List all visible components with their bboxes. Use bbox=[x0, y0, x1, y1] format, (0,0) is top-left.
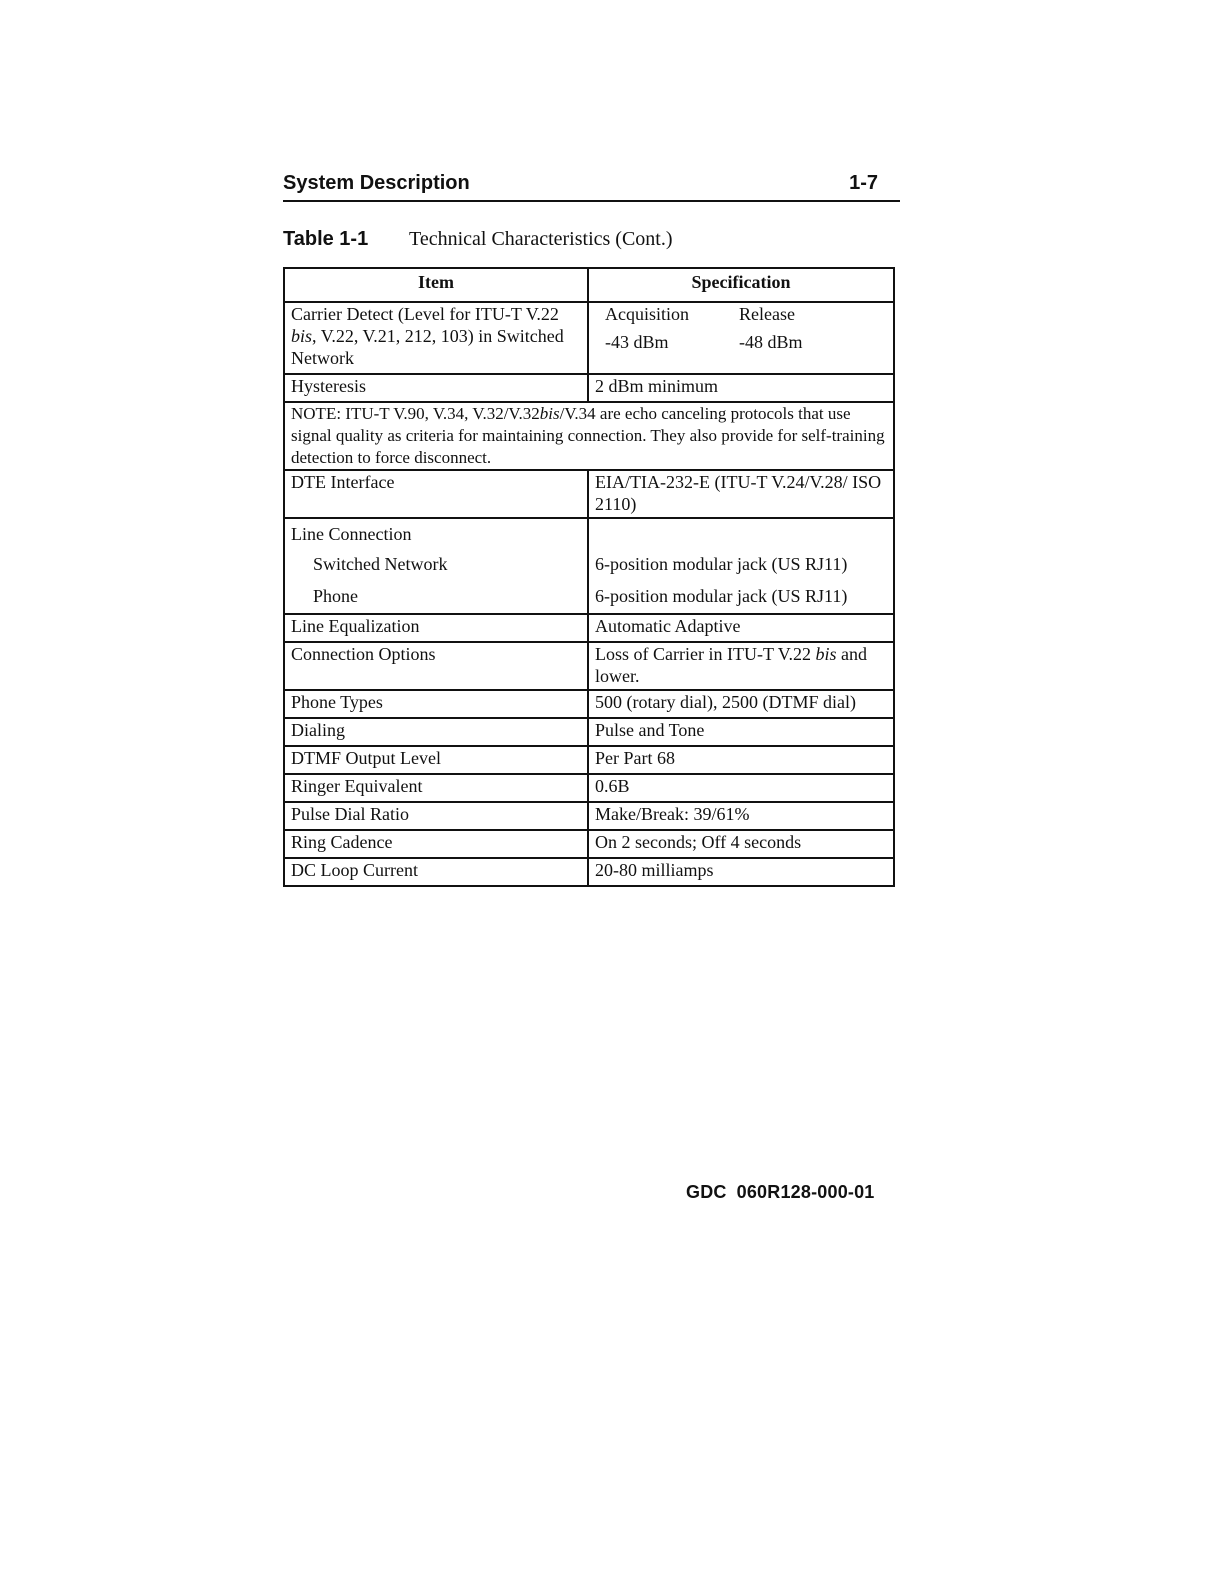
item-cell: DTE Interface bbox=[284, 470, 588, 518]
table-row bbox=[284, 642, 894, 690]
spec-cell: 500 (rotary dial), 2500 (DTMF dial) bbox=[588, 690, 894, 718]
note-cell: NOTE: ITU-T V.90, V.34, V.32/V.32bis/V.34 are echo canceling protocols that use signal quality as criteria for maintaining connection. They also provide for self-training detection to force disconnect. bbox=[284, 402, 894, 470]
release-value: -48 dBm bbox=[739, 332, 803, 352]
item-cell: DC Loop Current bbox=[284, 858, 588, 886]
item-cell: DTMF Output Level bbox=[284, 746, 588, 774]
table-row bbox=[284, 858, 894, 886]
table-caption bbox=[283, 228, 673, 251]
phone-label: Phone bbox=[313, 586, 358, 606]
table-row bbox=[284, 746, 894, 774]
table-header-row bbox=[284, 268, 894, 302]
switched-network-spec: 6-position modular jack (US RJ11) bbox=[595, 554, 848, 574]
spec-cell: 20-80 milliamps bbox=[588, 858, 894, 886]
table-label: Table 1-1 bbox=[283, 228, 369, 250]
page-header bbox=[283, 172, 900, 202]
section-title: System Description bbox=[283, 172, 470, 194]
spec-cell: Loss of Carrier in ITU-T V.22 bis and lower. bbox=[588, 642, 894, 690]
item-cell: Connection Options bbox=[284, 642, 588, 690]
table-row bbox=[284, 830, 894, 858]
spec-cell: On 2 seconds; Off 4 seconds bbox=[588, 830, 894, 858]
note-row bbox=[284, 402, 894, 470]
spec-cell: Make/Break: 39/61% bbox=[588, 802, 894, 830]
page-footer bbox=[686, 1182, 875, 1203]
technical-characteristics-table bbox=[283, 267, 895, 887]
spec-cell: EIA/TIA-232-E (ITU-T V.24/V.28/ ISO 2110) bbox=[588, 470, 894, 518]
phone-spec: 6-position modular jack (US RJ11) bbox=[595, 586, 848, 606]
table-row bbox=[284, 374, 894, 402]
table-row bbox=[284, 774, 894, 802]
table-row bbox=[284, 690, 894, 718]
column-header-item: Item bbox=[284, 268, 588, 302]
table-caption-text: Technical Characteristics (Cont.) bbox=[409, 228, 673, 250]
page-number: 1-7 bbox=[849, 172, 878, 194]
line-connection-label: Line Connection bbox=[291, 524, 412, 544]
spec-cell: 0.6B bbox=[588, 774, 894, 802]
acquisition-value: -43 dBm bbox=[605, 332, 669, 352]
table-row bbox=[284, 470, 894, 518]
table-row bbox=[284, 614, 894, 642]
spec-cell: Per Part 68 bbox=[588, 746, 894, 774]
footer-prefix: GDC bbox=[686, 1182, 727, 1202]
release-label: Release bbox=[739, 304, 795, 324]
spec-cell: Automatic Adaptive bbox=[588, 614, 894, 642]
column-header-specification: Specification bbox=[588, 268, 894, 302]
acquisition-label: Acquisition bbox=[605, 304, 689, 324]
item-cell: Dialing bbox=[284, 718, 588, 746]
spec-cell: 2 dBm minimum bbox=[588, 374, 894, 402]
carrier-levels bbox=[595, 303, 887, 353]
table-row bbox=[284, 302, 894, 374]
table-row bbox=[284, 802, 894, 830]
item-cell: Line Equalization bbox=[284, 614, 588, 642]
table-row bbox=[284, 518, 894, 614]
item-cell bbox=[284, 518, 588, 614]
item-cell: Pulse Dial Ratio bbox=[284, 802, 588, 830]
switched-network-label: Switched Network bbox=[313, 554, 448, 574]
spec-cell bbox=[588, 518, 894, 614]
item-cell: Phone Types bbox=[284, 690, 588, 718]
item-cell: Ring Cadence bbox=[284, 830, 588, 858]
spec-cell: Pulse and Tone bbox=[588, 718, 894, 746]
document-number: 060R128-000-01 bbox=[736, 1182, 875, 1202]
item-cell: Carrier Detect (Level for ITU-T V.22 bis, V.22, V.21, 212, 103) in Switched Network bbox=[284, 302, 588, 374]
item-cell: Ringer Equivalent bbox=[284, 774, 588, 802]
table-row bbox=[284, 718, 894, 746]
spec-cell bbox=[588, 302, 894, 374]
item-cell: Hysteresis bbox=[284, 374, 588, 402]
